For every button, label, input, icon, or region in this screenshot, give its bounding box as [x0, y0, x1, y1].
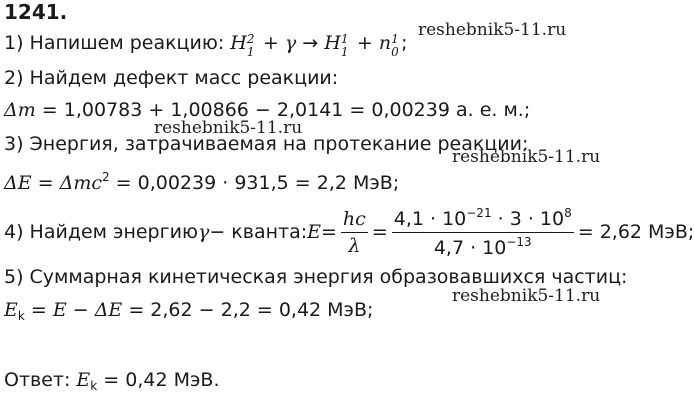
answer-label: Ответ:: [4, 369, 77, 391]
watermark-bottom: reshebnik5-11.ru: [452, 286, 601, 306]
mass-defect-heading: 2) Найдем дефект масс реакции:: [4, 67, 339, 89]
gamma-symbol: γ: [284, 32, 297, 54]
energy-heading: 3) Энергия, затрачиваемая на протекание реакции:: [4, 133, 529, 155]
neutron-symbol: n 1 0: [378, 32, 399, 59]
reaction-line: 1) Напишем реакцию: H 2 1 + γ → H 1 1 + n 1 0 ;: [4, 32, 408, 59]
answer-line: Ответ: $E_k = 0,42$ МэВ.: [4, 369, 220, 393]
energy-formula: ΔE = Δmc$^2$ = 0,00239 · 931,5 = 2,2 МэВ;: [4, 170, 400, 194]
mass-defect-formula: Δm = 1,00783 + 1,00866 − 2,0141 = 0,00239 а. е. м.;: [4, 99, 531, 121]
hc-over-lambda-fraction: $\frac{hc}{\lambda}$: [342, 207, 366, 257]
reaction-label: 1) Напишем реакцию:: [4, 32, 225, 54]
hydrogen-symbol: H 1 1: [324, 32, 349, 59]
problem-number: 1241.: [4, 0, 68, 24]
watermark-middle-right: reshebnik5-11.ru: [452, 147, 601, 167]
kinetic-energy-formula: $E_k = E - \Delta E = 2,62 - 2,2 = 0,42$ МэВ;: [4, 299, 374, 323]
watermark-top: reshebnik5-11.ru: [418, 20, 567, 40]
watermark-middle-left: reshebnik5-11.ru: [154, 118, 303, 138]
gamma-energy-formula: 4) Найдем энергию γ − кванта: E = $\frac{hc}{\lambda}$ = $\frac{4,1 \cdot 10^{-21} \cdot 3 \cdot 10^8}{4,7 \cdot 10^{-13}}$ = 2,62 МэВ;: [4, 205, 694, 259]
kinetic-energy-heading: 5) Суммарная кинетическая энергия образовавшихся частиц:: [4, 266, 628, 288]
deuterium-symbol: H 2 1: [230, 32, 255, 59]
numeric-fraction: $\frac{4,1 \cdot 10^{-21} \cdot 3 \cdot 10^8}{4,7 \cdot 10^{-13}}$: [393, 205, 572, 259]
